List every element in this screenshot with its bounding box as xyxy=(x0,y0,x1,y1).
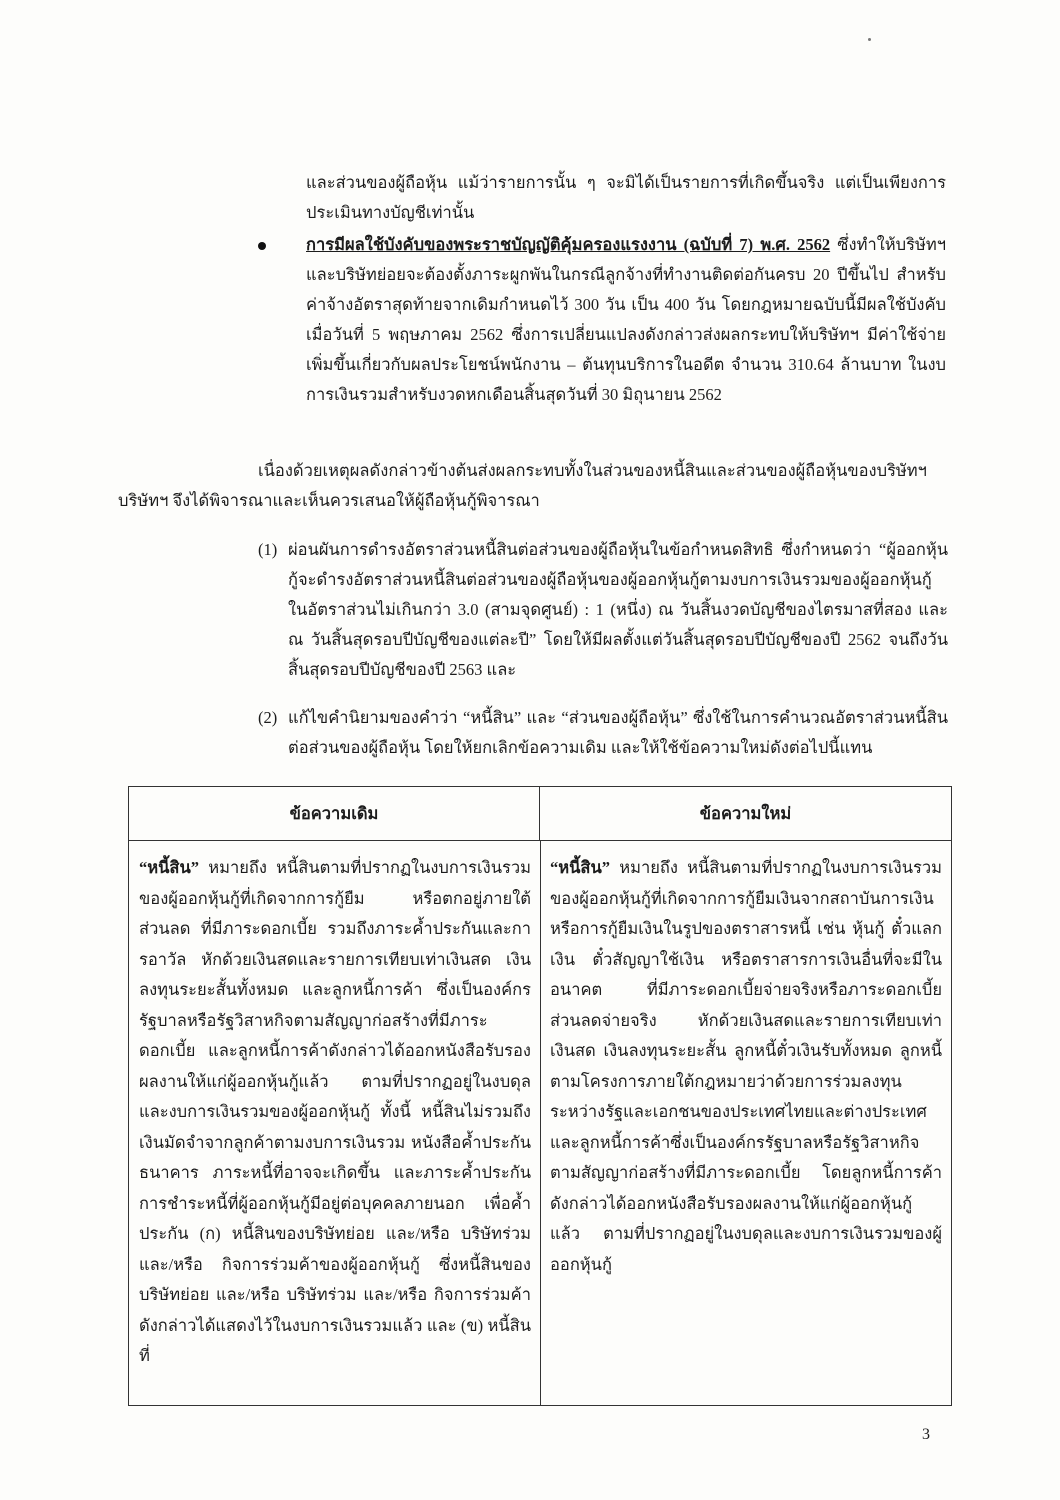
bullet-heading: การมีผลใช้บังคับของพระราชบัญญัติคุ้มครองแรงงาน (ฉบับที่ 7) พ.ศ. 2562 xyxy=(306,235,831,254)
new-definition: หมายถึง หนี้สินตามที่ปรากฏในงบการเงินรวมของผู้ออกหุ้นกู้ที่เกิดจากการกู้ยืมเงินจากสถาบันการเงิน หรือการกู้ยืมเงินในรูปของตราสารหนี้ เช่น หุ้นกู้ ตั๋วแลกเงิน ตั๋วสัญญาใช้เงิน หรือตราสารการเงินอื่นที่จะมีในอนาคต ที่มีภาระดอกเบี้ยจ่ายจริงหรือภาระดอกเบี้ยส่วนลดจ่ายจริง หักด้วยเงินสดและรายการเทียบเท่าเงินสด เงินลงทุนระยะสั้น ลูกหนี้ตั๋วเงินรับทั้งหมด ลูกหนี้ตามโครงการภายใต้กฎหมายว่าด้วยการร่วมลงทุนระหว่างรัฐและเอกชนของประเทศไทยและต่างประเทศ และลูกหนี้การค้าซึ่งเป็นองค์กรรัฐบาลหรือรัฐวิสาหกิจตามสัญญาก่อสร้างที่มีภาระดอกเบี้ย โดยลูกหนี้การค้าดังกล่าวได้ออกหนังสือรับรองผลงานให้แก่ผู้ออกหุ้นกู้แล้ว ตามที่ปรากฏอยู่ในงบดุลและงบการเงินรวมของผู้ออกหุ้นกู้ xyxy=(550,858,942,1274)
list-item-text: ผ่อนผันการดำรงอัตราส่วนหนี้สินต่อส่วนของผู้ถือหุ้นในข้อกำหนดสิทธิ ซึ่งกำหนดว่า “ผู้ออกหุ้นกู้จะดำรงอัตราส่วนหนี้สินต่อส่วนของผู้ถือหุ้นของผู้ออกหุ้นกู้ตามงบการเงินรวมของผู้ออกหุ้นกู้ ในอัตราส่วนไม่เกินกว่า 3.0 (สามจุดศูนย์) : 1 (หนึ่ง) ณ วันสิ้นงวดบัญชีของไตรมาสที่สอง และ ณ วันสิ้นสุดรอบปีบัญชีของแต่ละปี” โดยให้มีผลตั้งแต่วันสิ้นสุดรอบปีบัญชีของปี 2562 จนถึงวันสิ้นสุดรอบปีบัญชีของปี 2563 และ xyxy=(288,540,948,679)
new-term: “หนี้สิน” xyxy=(550,858,611,877)
old-definition: หมายถึง หนี้สินตามที่ปรากฏในงบการเงินรวมของผู้ออกหุ้นกู้ที่เกิดจากการกู้ยืม หรือตกอยู่ภายใต้ส่วนลด ที่มีภาระดอกเบี้ย รวมถึงภาระค้ำประกันและการอาวัล หักด้วยเงินสดและรายการเทียบเท่าเงินสด เงินลงทุนระยะสั้นทั้งหมด และลูกหนี้การค้า ซึ่งเป็นองค์กรรัฐบาลหรือรัฐวิสาหกิจตามสัญญาก่อสร้างที่มีภาระดอกเบี้ย และลูกหนี้การค้าดังกล่าวได้ออกหนังสือรับรองผลงานให้แก่ผู้ออกหุ้นกู้แล้ว ตามที่ปรากฏอยู่ในงบดุลและงบการเงินรวมของผู้ออกหุ้นกู้ ทั้งนี้ หนี้สินไม่รวมถึงเงินมัดจำจากลูกค้าตามงบการเงินรวม หนังสือค้ำประกันธนาคาร ภาระหนี้ที่อาจจะเกิดขึ้น และภาระค้ำประกันการชำระหนี้ที่ผู้ออกหุ้นกู้มีอยู่ต่อบุคคลภายนอก เพื่อค้ำประกัน (ก) หนี้สินของบริษัทย่อย และ/หรือ บริษัทร่วม และ/หรือ กิจการร่วมค้าของผู้ออกหุ้นกู้ ซึ่งหนี้สินของบริษัทย่อย และ/หรือ บริษัทร่วม และ/หรือ กิจการร่วมค้าดังกล่าวได้แสดงไว้ในงบการเงินรวมแล้ว และ (ข) หนี้สินที่ xyxy=(139,858,531,1365)
scan-speck xyxy=(868,38,871,41)
bullet-dot-icon xyxy=(258,242,266,250)
table-header-old: ข้อความเดิม xyxy=(129,787,540,841)
list-item-number: (2) xyxy=(258,708,278,727)
old-term: “หนี้สิน” xyxy=(139,858,200,877)
intro-paragraph: และส่วนของผู้ถือหุ้น แม้ว่ารายการนั้น ๆ จะมิได้เป็นรายการที่เกิดขึ้นจริง แต่เป็นเพียงการประเมินทางบัญชีเท่านั้น xyxy=(306,173,946,222)
table-cell-old xyxy=(139,853,531,1372)
table-divider xyxy=(540,841,541,1406)
bullet-body: ซึ่งทำให้บริษัทฯ และบริษัทย่อยจะต้องตั้งภาระผูกพันในกรณีลูกจ้างที่ทำงานติดต่อกันครบ 20 ปีขึ้นไป สำหรับค่าจ้างอัตราสุดท้ายจากเดิมกำหนดไว้ 300 วัน เป็น 400 วัน โดยกฎหมายฉบับนี้มีผลใช้บังคับเมื่อวันที่ 5 พฤษภาคม 2562 ซึ่งการเปลี่ยนแปลงดังกล่าวส่งผลกระทบให้บริษัทฯ มีค่าใช้จ่ายเพิ่มขึ้นเกี่ยวกับผลประโยชน์พนักงาน – ต้นทุนบริการในอดีต จำนวน 310.64 ล้านบาท ในงบการเงินรวมสำหรับงวดหกเดือนสิ้นสุดวันที่ 30 มิถุนายน 2562 xyxy=(306,235,946,404)
bullet-paragraph xyxy=(306,230,946,410)
list-item xyxy=(258,703,948,765)
list-item-text: แก้ไขคำนิยามของคำว่า “หนี้สิน” และ “ส่วนของผู้ถือหุ้น” ซึ่งใช้ในการคำนวณอัตราส่วนหนี้สินต่อส่วนของผู้ถือหุ้น โดยให้ยกเลิกข้อความเดิม และให้ใช้ข้อความใหม่ดังต่อไปนี้แทน xyxy=(288,708,948,757)
table-cell-new xyxy=(550,853,942,1280)
list-item xyxy=(258,535,948,695)
table-header-new: ข้อความใหม่ xyxy=(540,787,951,841)
list-item-number: (1) xyxy=(258,540,278,559)
comparison-table xyxy=(128,786,952,1406)
page-number: 3 xyxy=(922,1426,930,1443)
main-paragraph: เนื่องด้วยเหตุผลดังกล่าวข้างต้นส่งผลกระทบทั้งในส่วนของหนี้สินและส่วนของผู้ถือหุ้นของบริษัทฯ บริษัทฯ จึงได้พิจารณาและเห็นควรเสนอให้ผู้ถือหุ้นกู้พิจารณา xyxy=(118,461,927,510)
